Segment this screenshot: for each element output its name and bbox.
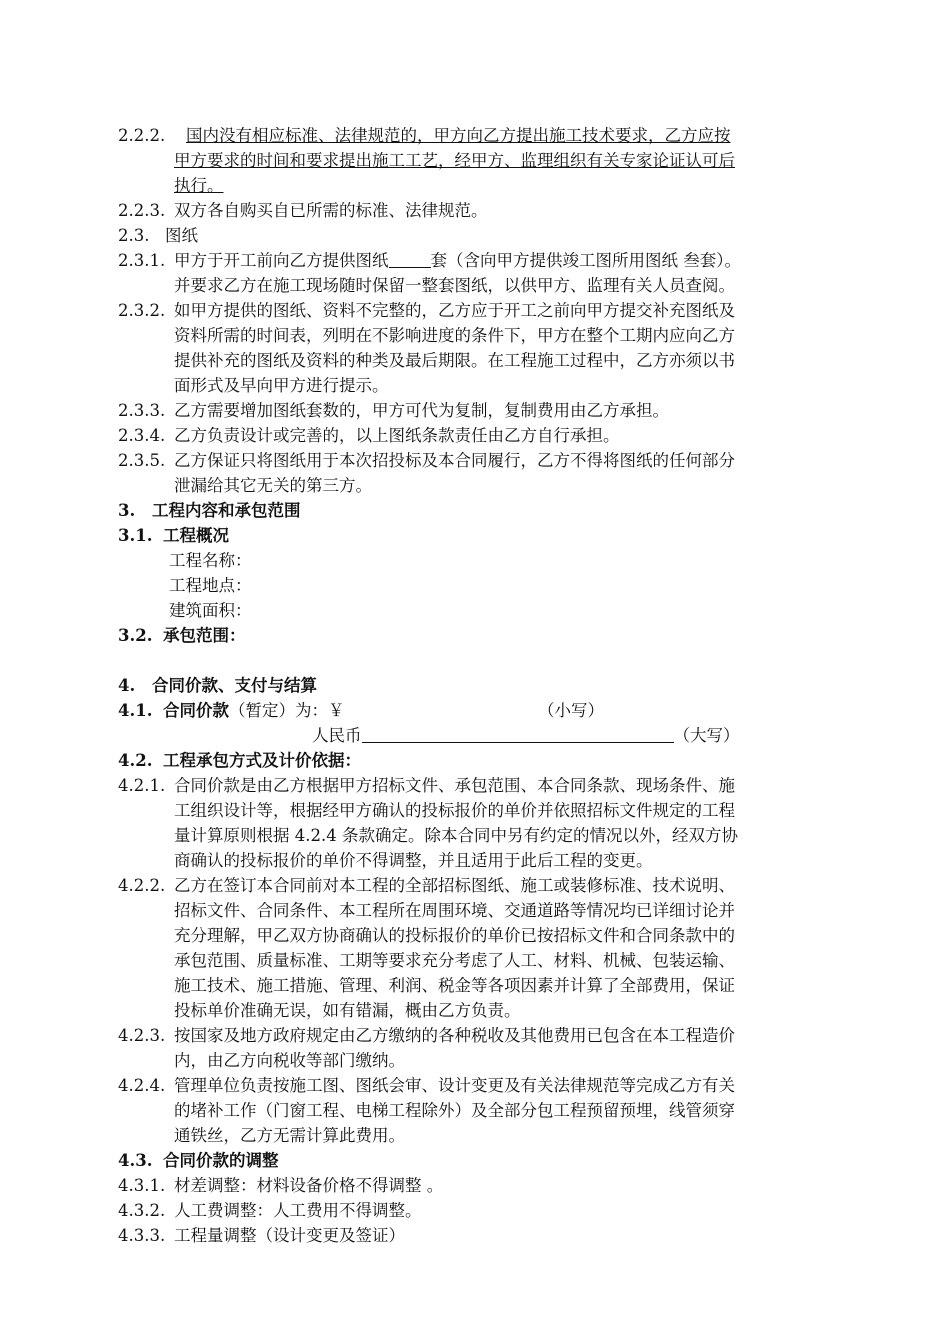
clause-2-2-2-line-1 [0,123,950,148]
clause-text: 招标文件、合同条件、本工程所在周围环境、交通道路等情况均已详细讨论并 [174,901,735,920]
section-number: 2.3. [118,226,150,245]
clause-number: 4.3.3. [118,1226,166,1245]
clause-text: 如甲方提供的图纸、资料不完整的，乙方应于开工之前向甲方提交补充图纸及 [174,301,735,320]
clause-4-2-2-line-2 [0,898,950,923]
clause-text: 工程量调整（设计变更及签证） [174,1226,405,1245]
heading-3-2 [0,623,950,648]
section-title: 合同价款的调整 [163,1151,279,1170]
heading-4-1 [0,698,950,723]
clause-text: 乙方在签订本合同前对本工程的全部招标图纸、施工或装修标准、技术说明、 [174,876,735,895]
section-title: 承包范围： [163,626,246,645]
clause-text: 并要求乙方在施工现场随时保留一整套图纸，以供甲方、监理有关人员查阅。 [174,276,735,295]
clause-2-3-1-line-1 [0,248,950,273]
project-name-label: 工程名称： [169,551,252,570]
rmb-line [312,723,740,748]
heading-4-2 [0,748,950,773]
clause-text [174,248,741,273]
section-number: 4.2. [118,751,153,770]
clause-4-2-2-line-4 [0,948,950,973]
clause-4-3-1 [0,1173,950,1198]
clause-4-2-2-line-3 [0,923,950,948]
clause-4-2-1-line-4 [0,848,950,873]
clause-number: 4.2.4. [118,1076,166,1095]
clause-text: 内，由乙方向税收等部门缴纳。 [174,1051,405,1070]
clause-2-3-4 [0,423,950,448]
heading-4 [0,673,950,698]
clause-2-2-3 [0,198,950,223]
clause-text: 承包范围、质量标准、工期等要求充分考虑了人工、材料、机械、包装运输、 [174,951,735,970]
clause-2-2-2-line-2 [0,148,950,173]
clause-number: 2.3.1. [118,251,166,270]
contract-price-line [163,698,345,723]
clause-2-3-2-line-4 [0,373,950,398]
clause-text: 乙方需要增加图纸套数的，甲方可代为复制，复制费用由乙方承担。 [174,401,669,420]
clause-text: 乙方保证只将图纸用于本次招投标及本合同履行，乙方不得将图纸的任何部分 [174,451,735,470]
project-location-row [0,573,950,598]
project-location-label: 工程地点： [169,576,252,595]
section-number: 4.3. [118,1151,153,1170]
clause-text: 国内没有相应标准、法律规范的，甲方向乙方提出施工技术要求，乙方应按 [186,126,731,145]
clause-4-3-2 [0,1198,950,1223]
small-caps-label: （小写） [538,701,604,720]
clause-text: 的堵补工作（门窗工程、电梯工程除外）及全部分包工程预留预埋，线管须穿 [174,1101,735,1120]
clause-text: 乙方负责设计或完善的，以上图纸条款责任由乙方自行承担。 [174,426,620,445]
section-number: 3.2. [118,626,153,645]
rmb-label: 人民币 [312,726,362,745]
big-caps-label: （大写） [673,726,740,745]
section-title: 工程内容和承包范围 [152,501,301,520]
clause-4-2-4-line-3 [0,1123,950,1148]
clause-4-3-3 [0,1223,950,1248]
section-number: 4.1. [118,701,153,720]
clause-text: 材差调整：材料设备价格不得调整 。 [174,1176,444,1195]
project-area-row [0,598,950,623]
clause-number: 2.3.5. [118,451,166,470]
clause-number: 2.2.3. [118,201,166,220]
clause-text: 工组织设计等，根据经甲方确认的投标报价的单价并依照招标文件规定的工程 [174,801,735,820]
clause-2-3-2-line-2 [0,323,950,348]
clause-text-part: 甲方于开工前向乙方提供图纸 [174,251,389,270]
clause-4-2-1-line-1 [0,773,950,798]
clause-2-3-2-line-1 [0,298,950,323]
section-title: 图纸 [165,226,198,245]
clause-text: 泄漏给其它无关的第三方。 [174,476,372,495]
clause-text-part: 套（含向甲方提供竣工图所用图纸 叁套）。 [430,251,741,270]
clause-4-2-1-line-3 [0,823,950,848]
clause-number: 4.3.2. [118,1201,166,1220]
drawing-sets-blank [389,249,431,268]
clause-text: 面形式及早向甲方进行提示。 [174,376,389,395]
section-title: 工程承包方式及计价依据： [163,751,361,770]
clause-2-2-2-line-3 [0,173,950,198]
clause-4-2-2-line-5 [0,973,950,998]
heading-3-1 [0,523,950,548]
clause-2-3-5-line-1 [0,448,950,473]
clause-text: 人工费调整：人工费用不得调整。 [174,1201,422,1220]
clause-text: 量计算原则根据 4.2.4 条款确定。除本合同中另有约定的情况以外，经双方协 [174,826,738,845]
section-title: 合同价款、支付与结算 [152,676,317,695]
clause-number: 2.3.4. [118,426,166,445]
clause-text: 施工技术、施工措施、管理、利润、税金等各项因素并计算了全部费用，保证 [174,976,735,995]
clause-text: 充分理解，甲乙双方协商确认的投标报价的单价已按招标文件和合同条款中的 [174,926,735,945]
clause-text: 投标单价准确无误，如有错漏，概由乙方负责。 [174,1001,521,1020]
rmb-row [0,723,950,748]
clause-text: 商确认的投标报价的单价不得调整，并且适用于此后工程的变更。 [174,851,653,870]
clause-4-2-4-line-2 [0,1098,950,1123]
clause-number: 2.2.2. [118,126,166,145]
clause-2-3-2-line-3 [0,348,950,373]
project-name-row [0,548,950,573]
heading-3 [0,498,950,523]
clause-number: 4.3.1. [118,1176,166,1195]
clause-number: 4.2.1. [118,776,166,795]
contract-price-label: 合同价款 [163,701,229,720]
clause-2-3-1-line-2 [0,273,950,298]
clause-4-2-3-line-1 [0,1023,950,1048]
clause-text: 通铁丝，乙方无需计算此费用。 [174,1126,405,1145]
clause-4-2-3-line-2 [0,1048,950,1073]
clause-number: 2.3.2. [118,301,166,320]
clause-text: 双方各自购买自已所需的标准、法律规范。 [174,201,488,220]
project-area-label: 建筑面积： [169,601,252,620]
clause-text: 按国家及地方政府规定由乙方缴纳的各种税收及其他费用已包含在本工程造价 [174,1026,735,1045]
contract-price-text: （暂定）为：￥ [229,701,345,720]
clause-text: 提供补充的图纸及资料的种类及最后期限。在工程施工过程中，乙方亦须以书 [174,351,735,370]
clause-number: 2.3.3. [118,401,166,420]
clause-4-2-2-line-1 [0,873,950,898]
clause-text: 甲方要求的时间和要求提出施工工艺，经甲方、监理组织有关专家论证认可后 [174,151,735,170]
clause-number: 4.2.2. [118,876,166,895]
clause-text: 执行。 [174,176,224,195]
rmb-amount-blank [362,724,674,743]
clause-text: 资料所需的时间表，列明在不影响进度的条件下，甲方在整个工期内应向乙方 [174,326,735,345]
heading-4-3 [0,1148,950,1173]
clause-4-2-1-line-2 [0,798,950,823]
section-2-3 [0,223,950,248]
clause-text: 合同价款是由乙方根据甲方招标文件、承包范围、本合同条款、现场条件、施 [174,776,735,795]
clause-number: 4.2.3. [118,1026,166,1045]
clause-4-2-2-line-6 [0,998,950,1023]
section-number: 3.1. [118,526,153,545]
clause-2-3-5-line-2 [0,473,950,498]
clause-text: 管理单位负责按施工图、图纸会审、设计变更及有关法律规范等完成乙方有关 [174,1076,735,1095]
section-number: 3. [118,501,136,520]
section-number: 4. [118,676,136,695]
section-title: 工程概况 [163,526,229,545]
clause-2-3-3 [0,398,950,423]
clause-4-2-4-line-1 [0,1073,950,1098]
